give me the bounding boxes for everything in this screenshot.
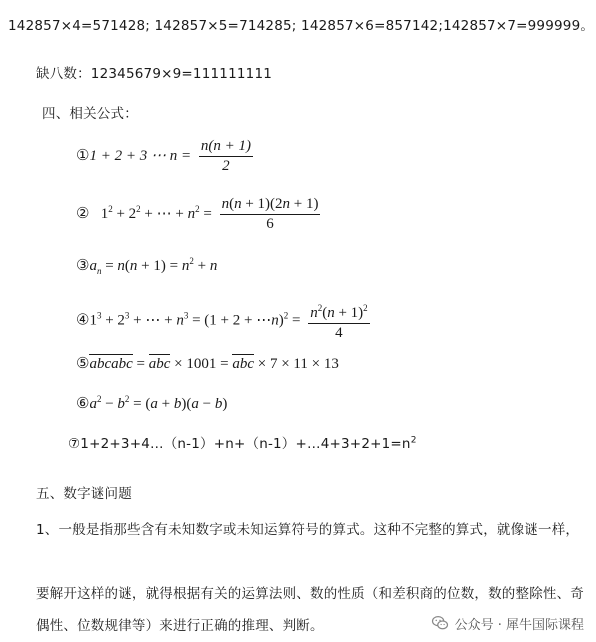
fraction: $\frac{n(n + 1)(2n + 1)}{6}$ — [221, 196, 319, 232]
paragraph-line-2: 要解开这样的谜，就得根据有关的运算法则、数的性质（和差积商的位数，数的整除性、奇 — [36, 586, 584, 602]
fraction: $\frac{n(n + 1)}{2}$ — [200, 138, 251, 174]
formula-4: $④1^3 + 2^3$ + ⋯ + $n^3 = (1 + 2$ + ⋯n)$^2$ = $\frac{n^2(n + 1)^2}{4}$ — [76, 300, 370, 342]
section-heading-formulas: 四、相关公式： — [42, 106, 138, 122]
fraction: $\frac{n^2(n + 1)^2}{4}$ — [308, 300, 369, 342]
paragraph-line-3: 偶性、位数规律等）来进行正确的推理、判断。 — [36, 618, 324, 634]
text-line-missing-eight: 缺八数：12345679×9=111111111 — [36, 66, 273, 82]
formula-marker: ① — [76, 147, 90, 164]
formula-marker: ⑤ — [76, 356, 90, 372]
wechat-icon — [431, 614, 449, 632]
section-heading-number-puzzles: 五、数字谜问题 — [36, 486, 132, 502]
formula-6: $⑥a^2 - b^2 = (a + b)(a - b)$ — [76, 394, 228, 412]
formula-3: $③a_n = n(n + 1) = n^2 + n$ — [76, 256, 218, 276]
formula-marker: ③ — [76, 258, 90, 274]
formula-marker: ⑥ — [76, 396, 90, 412]
formula-marker: ② — [76, 205, 90, 222]
formula-5: ⑤abcabc = abc × 1001 = abc × 7 × 11 × 13 — [76, 356, 339, 372]
watermark-text: 公众号 · 犀牛国际课程 — [454, 617, 584, 633]
paragraph-line-1: 1、一般是指那些含有未知数字或未知运算符号的算式。这种不完整的算式，就像谜一样， — [36, 522, 580, 538]
formula-2: ② $1^2 + 2^2$ + ⋯ + $n^2$ = $\frac{n(n + 1)(2n + 1)}{6}$ — [76, 196, 319, 232]
text-line-142857: 142857×4=571428; 142857×5=714285; 142857×6=857142;142857×7=999999。 — [8, 18, 595, 34]
watermark — [425, 610, 590, 636]
formula-1: ①1 + 2 + 3 ⋯ n = $\frac{n(n + 1)}{2}$ — [76, 138, 251, 174]
formula-marker: ④ — [76, 312, 90, 329]
formula-7: $⑦1+2+3+4\dots(n-1)+n+(n-1)+\dots 4+3+2+1=n^2$ — [68, 435, 417, 452]
